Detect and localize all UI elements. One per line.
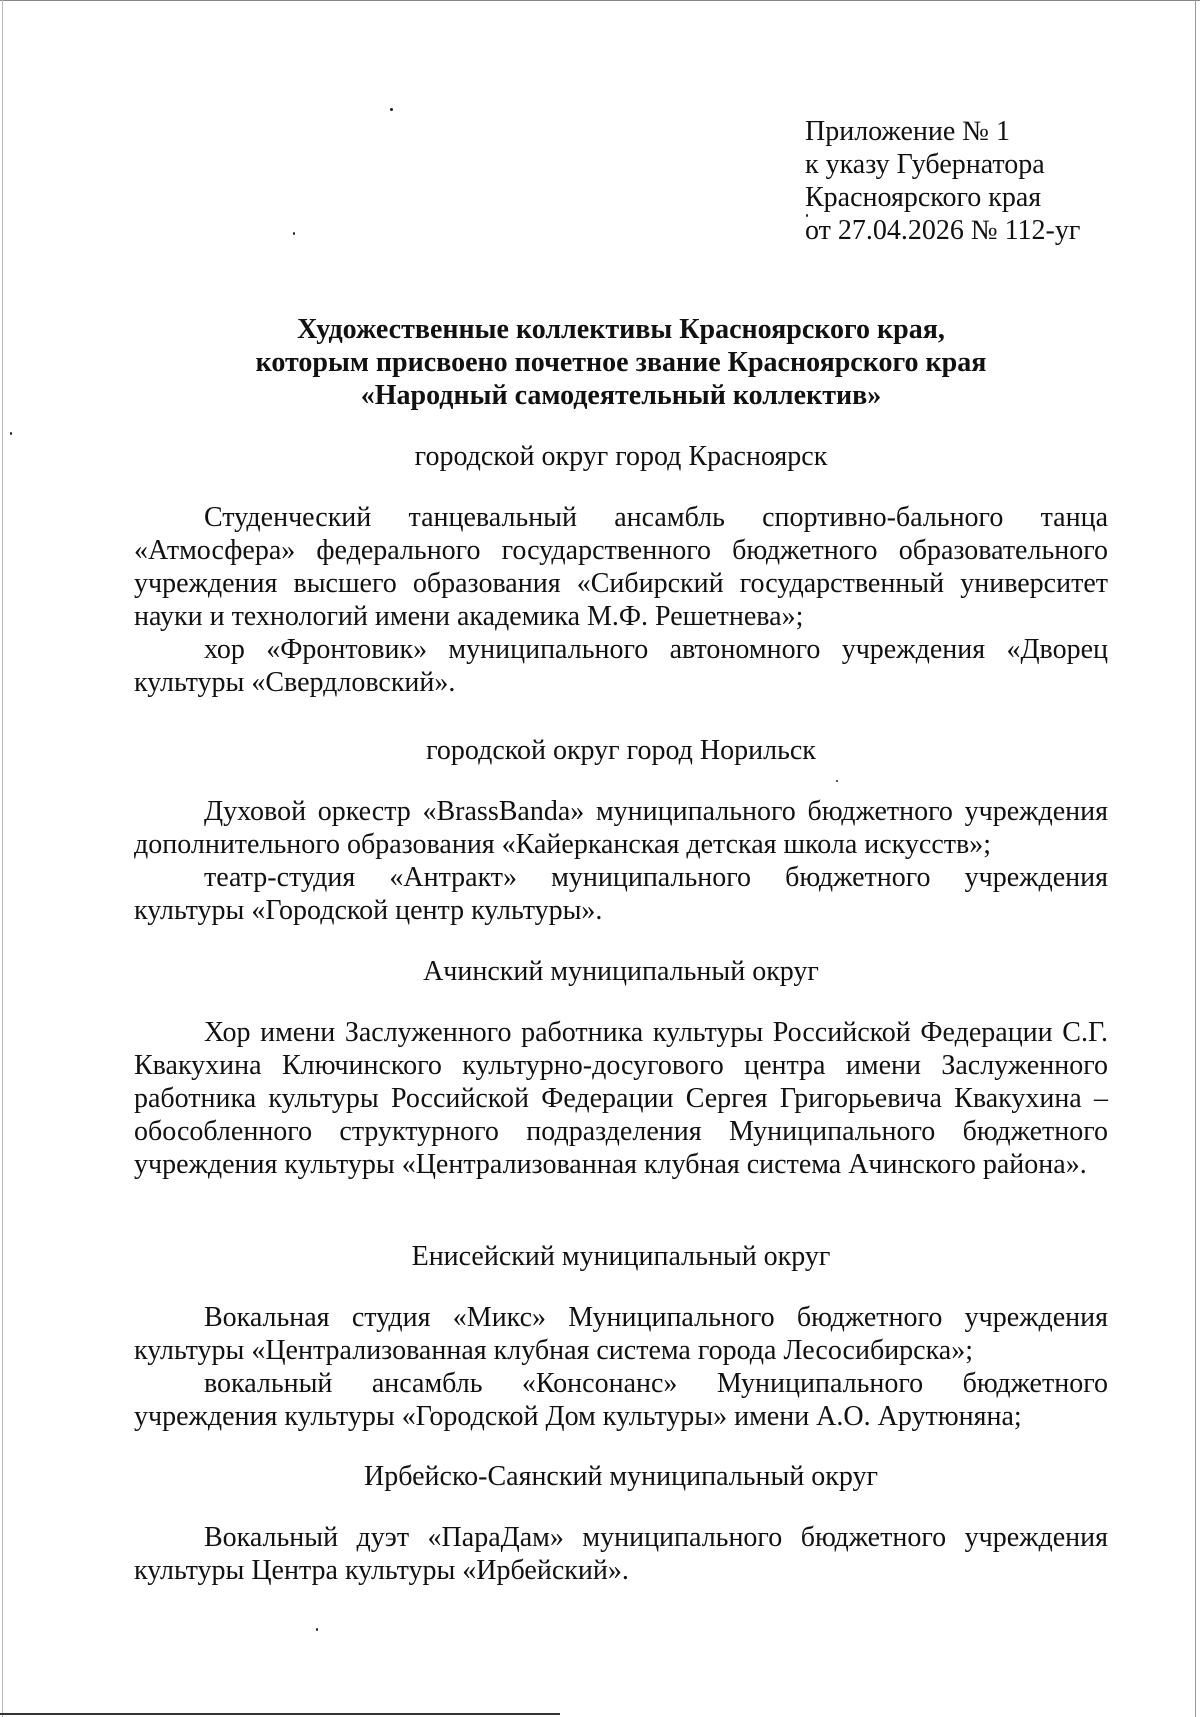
section-yeniseisk: [134, 1240, 1108, 1433]
appendix-date: от 27.04.2026 № 112-уг: [805, 215, 1081, 246]
section-items: [134, 795, 1108, 927]
collective-entry: вокальный ансамбль «Консонанс» Муниципального бюджетного учреждения культуры «Городской Дом культуры» имени А.О. Арутюняна;: [134, 1368, 1108, 1432]
title-line: которым присвоено почетное звание Красноярского края: [255, 347, 987, 378]
section-irbeysko-sayansky: [134, 1460, 1108, 1587]
document-title: [134, 313, 1108, 412]
appendix-number: Приложение № 1: [805, 116, 1010, 147]
scan-edge-left: [2, 0, 3, 1717]
collective-entry: Студенческий танцевальный ансамбль спортивно-бального танца «Атмосфера» федерального государственного бюджетного образовательного учреждения высшего образования «Сибирский государственный университет науки и технологий имени академика М.Ф. Решетнева»;: [134, 502, 1108, 632]
collective-entry: Вокальная студия «Микс» Муниципального бюджетного учреждения культуры «Централизованная клубная система города Лесосибирска»;: [134, 1302, 1108, 1366]
section-items: [134, 1301, 1108, 1433]
collective-entry: Хор имени Заслуженного работника культуры Российской Федерации С.Г. Квакухина Ключинского культурно-досугового центра имени Заслуженного работника культуры Российской Федерации Сергея Григорьевича Квакухина – обособленного структурного подразделения Муниципального бюджетного учреждения культуры «Централизованная клубная система Ачинского района».: [134, 1017, 1108, 1180]
collective-entry: Духовой оркестр «BrassBanda» муниципального бюджетного учреждения дополнительного образования «Кайерканская детская школа искусств»;: [134, 796, 1108, 860]
section-items: [134, 1521, 1108, 1587]
scan-speck: [390, 108, 393, 111]
section-norilsk: [134, 734, 1108, 927]
appendix-ref: к указу Губернатора: [805, 149, 1045, 180]
scan-edge-right: [1195, 0, 1196, 1717]
district-heading: городской округ город Красноярск: [414, 441, 828, 472]
scan-speck: [293, 232, 295, 235]
collective-entry: хор «Фронтовик» муниципального автономного учреждения «Дворец культуры «Свердловский».: [134, 634, 1108, 698]
scan-speck: [10, 432, 12, 435]
title-line: «Народный самодеятельный коллектив»: [360, 380, 882, 411]
collective-entry: Вокальный дуэт «ПараДам» муниципального бюджетного учреждения культуры Центра культуры «Ирбейский».: [134, 1522, 1108, 1586]
district-heading: Ачинский муниципальный округ: [423, 956, 819, 987]
scan-edge-top: [0, 0, 1200, 1]
collective-entry: театр-студия «Антракт» муниципального бюджетного учреждения культуры «Городской центр культуры».: [134, 862, 1108, 926]
appendix-region: Красноярского края: [805, 182, 1042, 213]
district-heading: Енисейский муниципальный округ: [411, 1241, 831, 1272]
section-krasnoyarsk: [134, 440, 1108, 699]
scan-edge-bottom: [0, 1713, 560, 1715]
section-achinsk: [134, 955, 1108, 1181]
section-items: [134, 1016, 1108, 1181]
section-items: [134, 501, 1108, 699]
appendix-block: [805, 115, 1080, 247]
scan-speck: [316, 1628, 318, 1631]
district-heading: Ирбейско-Саянский муниципальный округ: [364, 1461, 878, 1492]
district-heading: городской округ город Норильск: [426, 735, 816, 766]
title-line: Художественные коллективы Красноярского края,: [297, 314, 945, 345]
